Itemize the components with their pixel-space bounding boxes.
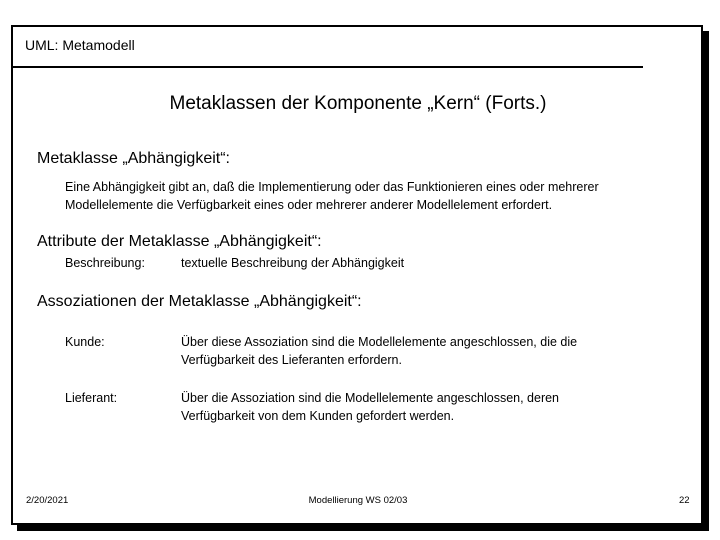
association-label-lieferant: Lieferant: [65, 391, 118, 405]
footer-course: Modellierung WS 02/03 [308, 495, 408, 506]
section-text-line-2: Modellelemente die Verfügbarkeit eines oder mehrerer anderer Modellelement erfordert. [65, 198, 553, 212]
slide [11, 25, 703, 525]
section-heading-attribute: Attribute der Metaklasse „Abhängigkeit“: [37, 233, 322, 250]
section-text-line-1: Eine Abhängigkeit gibt an, daß die Implementierung oder das Funktionieren eines oder mehrerer [65, 180, 599, 194]
association-value-kunde-line-2: Verfügbarkeit des Lieferanten erfordern. [181, 353, 402, 367]
header-title: UML: Metamodell [25, 37, 135, 53]
footer-page-number: 22 [679, 495, 690, 506]
header-divider [13, 66, 643, 68]
section-heading-assoziationen: Assoziationen der Metaklasse „Abhängigkeit“: [37, 293, 362, 310]
attribute-value: textuelle Beschreibung der Abhängigkeit [181, 256, 405, 270]
footer-date: 2/20/2021 [26, 495, 69, 506]
slide-title: Metaklassen der Komponente „Kern“ (Forts.) [169, 93, 547, 114]
attribute-label: Beschreibung: [65, 256, 145, 270]
section-heading-metaklasse: Metaklasse „Abhängigkeit“: [37, 150, 230, 167]
association-value-lieferant-line-1: Über die Assoziation sind die Modellelemente angeschlossen, deren [181, 391, 560, 405]
association-value-lieferant-line-2: Verfügbarkeit von dem Kunden gefordert werden. [181, 409, 455, 423]
association-label-kunde: Kunde: [65, 335, 105, 349]
association-value-kunde-line-1: Über diese Assoziation sind die Modellelemente angeschlossen, die die [181, 335, 578, 349]
